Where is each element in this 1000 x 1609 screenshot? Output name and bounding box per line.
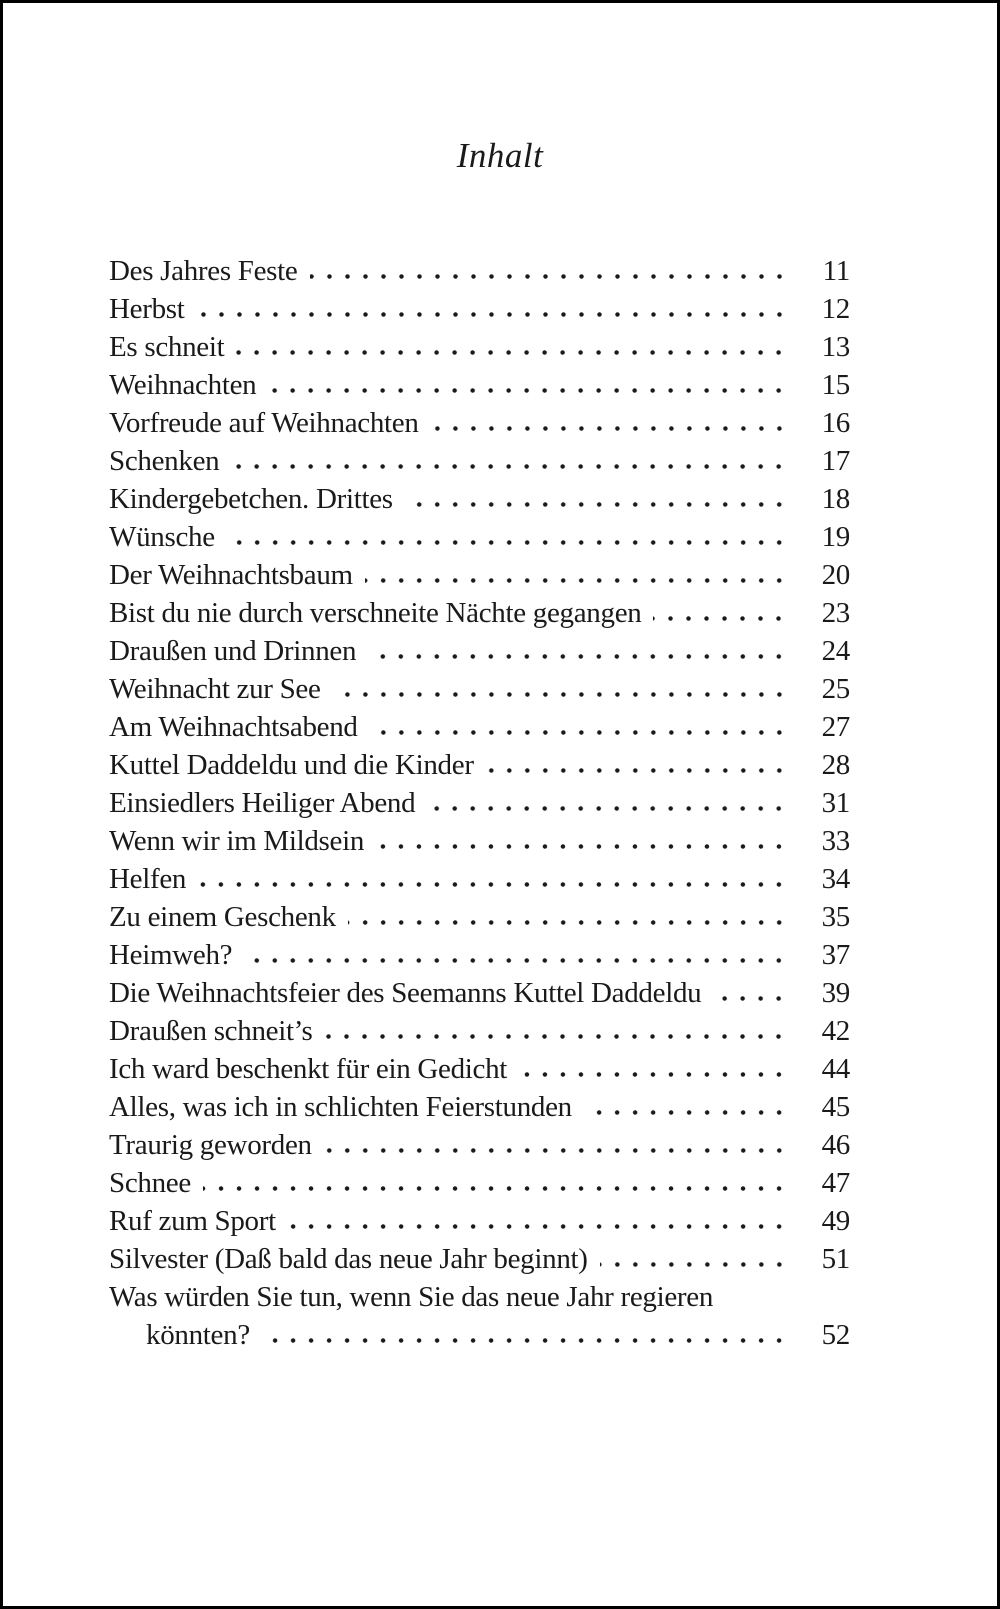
toc-entry-title: Weihnachten <box>109 369 257 401</box>
toc-entry-page: 45 <box>821 1091 850 1123</box>
toc-entry-title: Draußen und Drinnen <box>109 635 357 667</box>
dot-leader <box>370 729 788 736</box>
dot-leader <box>231 463 788 470</box>
toc-row <box>109 1278 850 1316</box>
toc-entry-title: Silvester (Daß bald das neue Jahr beginnt) <box>109 1243 588 1275</box>
toc-entry-page: 19 <box>821 521 850 553</box>
dot-leader <box>324 1033 788 1040</box>
toc-row <box>109 936 850 974</box>
page-title: Inhalt <box>456 136 544 175</box>
toc-row <box>109 670 850 708</box>
toc-entry-page: 34 <box>821 863 850 895</box>
toc-entry-page: 15 <box>821 369 850 401</box>
toc-row <box>109 252 850 290</box>
dot-leader <box>405 501 788 508</box>
toc-entry-page: 24 <box>821 635 850 667</box>
toc-entry-title: Schenken <box>109 445 220 477</box>
toc-entry-title: Weihnacht zur See <box>109 673 321 705</box>
toc-entry-title: Was würden Sie tun, wenn Sie das neue Jahr regieren <box>109 1281 714 1313</box>
toc-entry-title: Die Weihnachtsfeier des Seemanns Kuttel Daddeldu <box>109 977 702 1009</box>
dot-leader <box>236 349 788 356</box>
toc-entry-page: 44 <box>821 1053 850 1085</box>
toc-entry-page: 23 <box>821 597 850 629</box>
toc-entry-title: Am Weihnachtsabend <box>109 711 358 743</box>
toc-entry-title: Kindergebetchen. Drittes <box>109 483 393 515</box>
dot-leader <box>262 1337 788 1344</box>
toc-entry-title: Wünsche <box>109 521 215 553</box>
toc-entry-page: 35 <box>821 901 850 933</box>
toc-entry-page: 13 <box>821 331 850 363</box>
toc-entry-title: Wenn wir im Mildsein <box>109 825 365 857</box>
toc-entry-title: Kuttel Daddeldu und die Kinder <box>109 749 474 781</box>
dot-leader <box>227 539 788 546</box>
toc-row <box>109 1012 850 1050</box>
toc-row <box>109 898 850 936</box>
toc-entry-title: Traurig geworden <box>109 1129 312 1161</box>
toc-entry-title: Der Weihnachtsbaum <box>109 559 353 591</box>
toc-entry-page: 52 <box>821 1319 850 1351</box>
toc-entry-title: Ruf zum Sport <box>109 1205 276 1237</box>
dot-leader <box>486 767 788 774</box>
toc-row <box>109 556 850 594</box>
toc-entry-title: Heimweh? <box>109 939 233 971</box>
toc-entry-page: 16 <box>821 407 850 439</box>
dot-leader <box>653 615 788 622</box>
toc-entry-page: 27 <box>821 711 850 743</box>
dot-leader <box>368 653 788 660</box>
toc-row <box>109 974 850 1012</box>
toc-entry-page: 37 <box>821 939 850 971</box>
dot-leader <box>333 691 788 698</box>
dot-leader <box>519 1071 788 1078</box>
dot-leader <box>268 387 788 394</box>
dot-leader <box>431 425 788 432</box>
dot-leader <box>198 881 788 888</box>
toc-row <box>109 442 850 480</box>
toc-row <box>109 1316 850 1354</box>
toc-entry-title: Bist du nie durch verschneite Nächte gegangen <box>109 597 642 629</box>
toc-row <box>109 594 850 632</box>
toc-entry-page: 31 <box>821 787 850 819</box>
dot-leader <box>348 919 788 926</box>
toc-entry-page: 51 <box>821 1243 850 1275</box>
toc-entry-title: Ich ward beschenkt für ein Gedicht <box>109 1053 508 1085</box>
toc-row <box>109 328 850 366</box>
toc-entry-title: Alles, was ich in schlichten Feierstunden <box>109 1091 572 1123</box>
dot-leader <box>427 805 788 812</box>
toc-entry-page: 12 <box>821 293 850 325</box>
dot-leader <box>197 311 788 318</box>
toc-entry-page: 28 <box>821 749 850 781</box>
toc-entry-page: 42 <box>821 1015 850 1047</box>
toc-entry-title: Herbst <box>109 293 185 325</box>
toc-entry-page: 11 <box>822 255 850 287</box>
toc-row <box>109 366 850 404</box>
dot-leader <box>288 1223 788 1230</box>
dot-leader <box>324 1147 788 1154</box>
toc-entry-title: Einsiedlers Heiliger Abend <box>109 787 416 819</box>
toc-entry-page: 47 <box>821 1167 850 1199</box>
toc-row <box>109 746 850 784</box>
toc-row <box>109 404 850 442</box>
toc-entry-title: Zu einem Geschenk <box>109 901 336 933</box>
toc-row <box>109 632 850 670</box>
toc-entry-title: Des Jahres Feste <box>109 255 298 287</box>
toc-row <box>109 518 850 556</box>
toc-entry-page: 17 <box>821 445 850 477</box>
table-of-contents <box>109 252 850 1354</box>
toc-entry-title: Draußen schneit’s <box>109 1015 313 1047</box>
toc-entry-page: 18 <box>821 483 850 515</box>
toc-entry-page: 46 <box>821 1129 850 1161</box>
dot-leader <box>310 273 789 280</box>
toc-row <box>109 1202 850 1240</box>
toc-entry-title: könnten? <box>146 1319 250 1351</box>
toc-row <box>109 860 850 898</box>
toc-row <box>109 1088 850 1126</box>
toc-entry-title: Vorfreude auf Weihnachten <box>109 407 419 439</box>
toc-row <box>109 1126 850 1164</box>
dot-leader <box>584 1109 788 1116</box>
toc-row <box>109 480 850 518</box>
dot-leader <box>600 1261 788 1268</box>
dot-leader <box>376 843 788 850</box>
dot-leader <box>365 577 788 584</box>
dot-leader <box>713 995 788 1002</box>
toc-entry-title: Es schneit <box>109 331 225 363</box>
toc-entry-title: Schnee <box>109 1167 191 1199</box>
toc-row <box>109 822 850 860</box>
toc-row <box>109 784 850 822</box>
toc-row <box>109 1164 850 1202</box>
dot-leader <box>244 957 788 964</box>
toc-entry-page: 49 <box>821 1205 850 1237</box>
toc-entry-page: 33 <box>821 825 850 857</box>
toc-row <box>109 1240 850 1278</box>
dot-leader <box>203 1185 788 1192</box>
toc-row <box>109 290 850 328</box>
toc-entry-page: 39 <box>821 977 850 1009</box>
toc-entry-page: 25 <box>821 673 850 705</box>
toc-entry-title: Helfen <box>109 863 187 895</box>
toc-row <box>109 708 850 746</box>
toc-entry-page: 20 <box>821 559 850 591</box>
toc-row <box>109 1050 850 1088</box>
